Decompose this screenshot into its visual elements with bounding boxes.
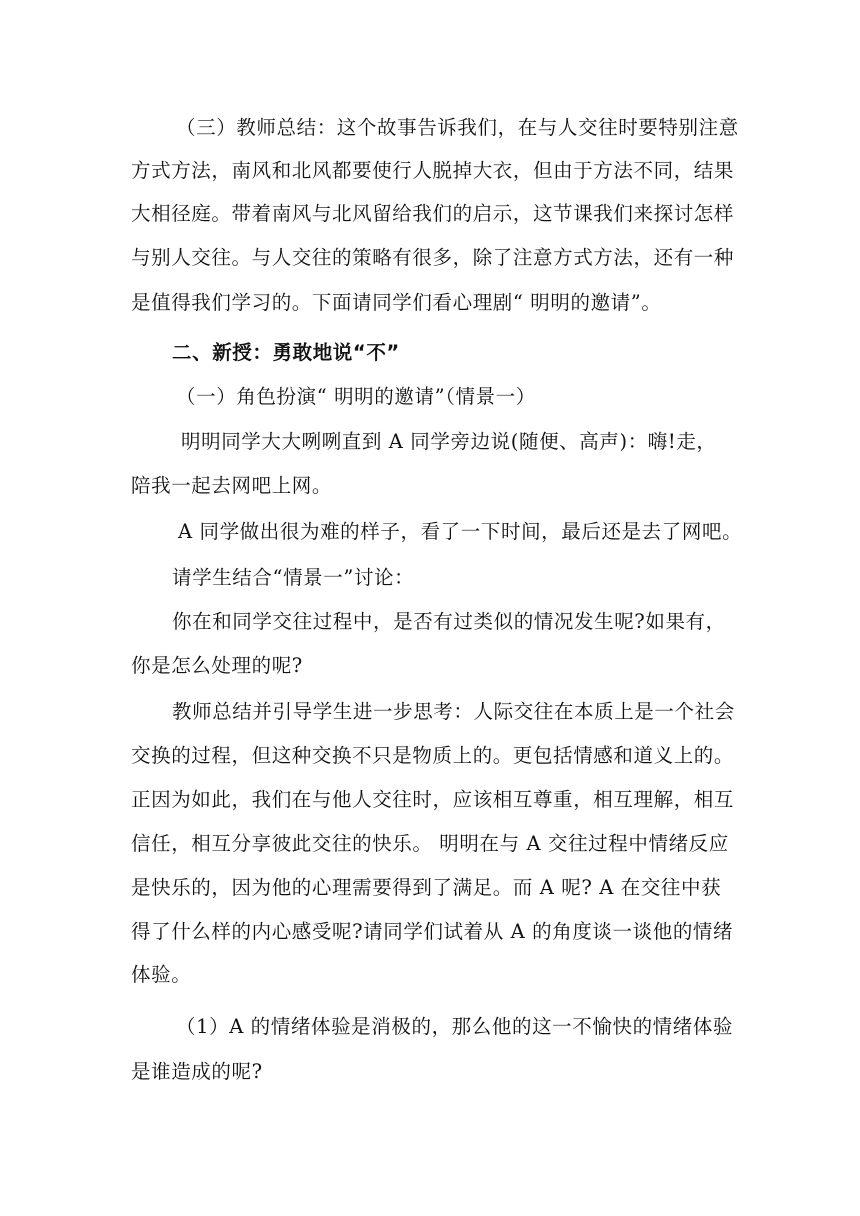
paragraph-line: 是谁造成的呢?: [131, 1060, 263, 1083]
paragraph-line: 请学生结合“情景一”讨论：: [172, 566, 415, 589]
paragraph-line: 与别人交往。与人交往的策略有很多，除了注意方式方法，还有一种: [131, 246, 735, 269]
paragraph-line: 是快乐的，因为他的心理需要得到了满足。而 A 呢? A 在交往中获: [131, 876, 722, 899]
paragraph-line: 交换的过程，但这种交换不只是物质上的。更包括情感和道义上的。: [131, 744, 735, 767]
paragraph-line: （三）教师总结：这个故事告诉我们，在与人交往时要特别注意: [176, 116, 739, 139]
paragraph-line: （1）A 的情绪体验是消极的，那么他的这一不愉快的情绪体验: [176, 1015, 734, 1038]
paragraph-line: 是值得我们学习的。下面请同学们看心理剧“ 明明的邀请”。: [131, 291, 662, 314]
paragraph-line: 陪我一起去网吧上网。: [131, 474, 333, 497]
paragraph-line: 得了什么样的内心感受呢?请同学们试着从 A 的角度谈一谈他的情绪: [131, 920, 734, 943]
paragraph-line: 方式方法，南风和北风都要使行人脱掉大衣，但由于方法不同，结果: [131, 159, 735, 182]
subsection-heading: （一）角色扮演“ 明明的邀请”（情景一）: [176, 385, 536, 408]
paragraph-line: 明明同学大大咧咧直到 A 同学旁边说(随便、高声)：嗨!走，: [181, 430, 717, 453]
paragraph-line: 正因为如此，我们在与他人交往时，应该相互尊重，相互理解，相互: [131, 788, 735, 811]
paragraph-line: 大相径庭。带着南风与北风留给我们的启示，这节课我们来探讨怎样: [131, 202, 735, 225]
paragraph-line: 信任，相互分享彼此交往的快乐。 明明在与 A 交往过程中情绪反应: [131, 832, 729, 855]
paragraph-line: 体验。: [131, 963, 192, 986]
paragraph-line: 教师总结并引导学生进一步思考：人际交往在本质上是一个社会: [172, 700, 735, 723]
paragraph-line: 你在和同学交往过程中，是否有过类似的情况发生呢?如果有，: [172, 610, 726, 633]
section-heading: 二、新授：勇敢地说“不”: [172, 341, 400, 364]
paragraph-line: 你是怎么处理的呢?: [131, 654, 303, 677]
paragraph-line: A 同学做出很为难的样子，看了一下时间，最后还是去了网吧。: [178, 520, 743, 543]
